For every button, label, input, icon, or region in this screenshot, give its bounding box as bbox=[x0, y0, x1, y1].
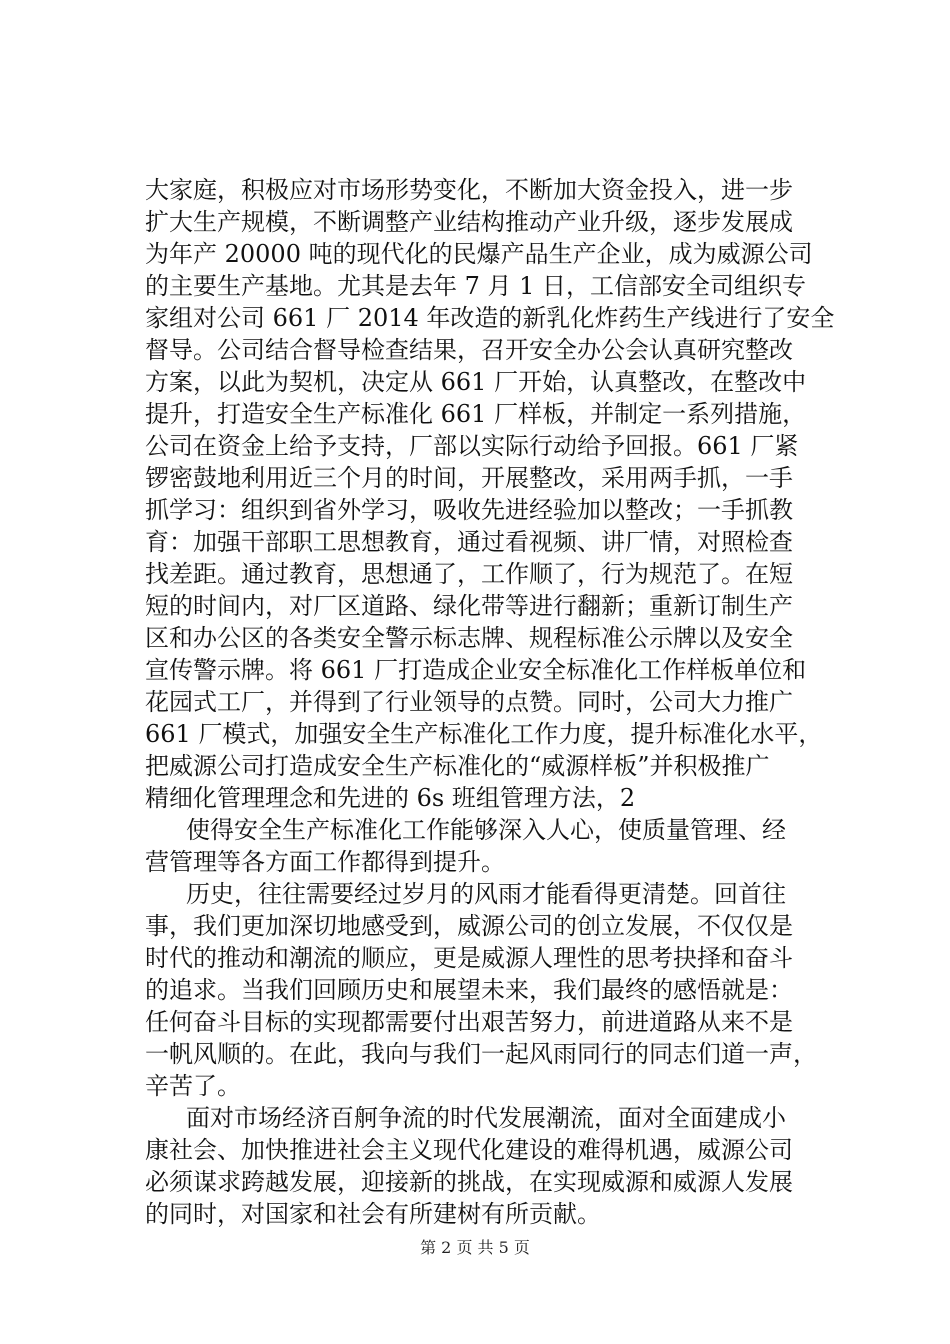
text-line: 方案，以此为契机，决定从 661 厂开始，认真整改，在整改中 bbox=[145, 368, 807, 396]
text-line: 扩大生产规模，不断调整产业结构推动产业升级，逐步发展成 bbox=[145, 208, 793, 236]
text-line: 宣传警示牌。将 661 厂打造成企业安全标准化工作样板单位和 bbox=[145, 656, 807, 684]
text-line: 公司在资金上给予支持，厂部以实际行动给予回报。661 厂紧 bbox=[145, 432, 799, 460]
text-line: 的追求。当我们回顾历史和展望未来，我们最终的感悟就是： bbox=[145, 976, 793, 1004]
body-text bbox=[145, 174, 835, 1230]
paragraph-first-line: 面对市场经济百舸争流的时代发展潮流，面对全面建成小 bbox=[186, 1104, 786, 1132]
text-line: 的同时，对国家和社会有所建树有所贡献。 bbox=[145, 1200, 601, 1228]
text-line: 任何奋斗目标的实现都需要付出艰苦努力，前进道路从来不是 bbox=[145, 1008, 793, 1036]
text-line: 花园式工厂，并得到了行业领导的点赞。同时，公司大力推广 bbox=[145, 688, 793, 716]
page-number-footer: 第 2 页 共 5 页 bbox=[420, 1238, 530, 1257]
text-line: 短的时间内，对厂区道路、绿化带等进行翻新；重新订制生产 bbox=[145, 592, 793, 620]
text-line: 把威源公司打造成安全生产标准化的“威源样板”并积极推广 bbox=[145, 752, 770, 780]
text-line: 锣密鼓地利用近三个月的时间，开展整改，采用两手抓，一手 bbox=[145, 464, 793, 492]
text-line: 精细化管理理念和先进的 6s 班组管理方法，2 bbox=[145, 784, 636, 812]
text-line: 区和办公区的各类安全警示标志牌、规程标准公示牌以及安全 bbox=[145, 624, 793, 652]
text-line: 必须谋求跨越发展，迎接新的挑战，在实现威源和威源人发展 bbox=[145, 1168, 793, 1196]
text-line: 事，我们更加深切地感受到，威源公司的创立发展，不仅仅是 bbox=[145, 912, 793, 940]
text-line: 的主要生产基地。尤其是去年 7 月 1 日，工信部安全司组织专 bbox=[145, 272, 807, 300]
text-line: 抓学习：组织到省外学习，吸收先进经验加以整改；一手抓教 bbox=[145, 496, 793, 524]
text-line: 时代的推动和潮流的顺应，更是威源人理性的思考抉择和奋斗 bbox=[145, 944, 793, 972]
text-line: 康社会、加快推进社会主义现代化建设的难得机遇，威源公司 bbox=[145, 1136, 793, 1164]
text-line: 一帆风顺的。在此，我向与我们一起风雨同行的同志们道一声， bbox=[145, 1040, 817, 1068]
text-line: 大家庭，积极应对市场形势变化，不断加大资金投入，进一步 bbox=[145, 176, 793, 204]
paragraph-first-line: 使得安全生产标准化工作能够深入人心，使质量管理、经 bbox=[186, 816, 786, 844]
text-line: 育：加强干部职工思想教育，通过看视频、讲厂情，对照检查 bbox=[145, 528, 793, 556]
text-line: 督导。公司结合督导检查结果，召开安全办公会认真研究整改 bbox=[145, 336, 793, 364]
text-line: 661 厂模式，加强安全生产标准化工作力度，提升标准化水平， bbox=[145, 720, 823, 748]
text-line: 家组对公司 661 厂 2014 年改造的新乳化炸药生产线进行了安全 bbox=[145, 304, 835, 332]
text-line: 辛苦了。 bbox=[145, 1072, 241, 1100]
text-line: 提升，打造安全生产标准化 661 厂样板，并制定一系列措施， bbox=[145, 400, 807, 428]
text-line: 找差距。通过教育，思想通了，工作顺了，行为规范了。在短 bbox=[145, 560, 793, 588]
text-line: 为年产 20000 吨的现代化的民爆产品生产企业，成为威源公司 bbox=[145, 240, 813, 268]
text-line: 营管理等各方面工作都得到提升。 bbox=[145, 848, 505, 876]
paragraph-first-line: 历史，往往需要经过岁月的风雨才能看得更清楚。回首往 bbox=[186, 880, 786, 908]
